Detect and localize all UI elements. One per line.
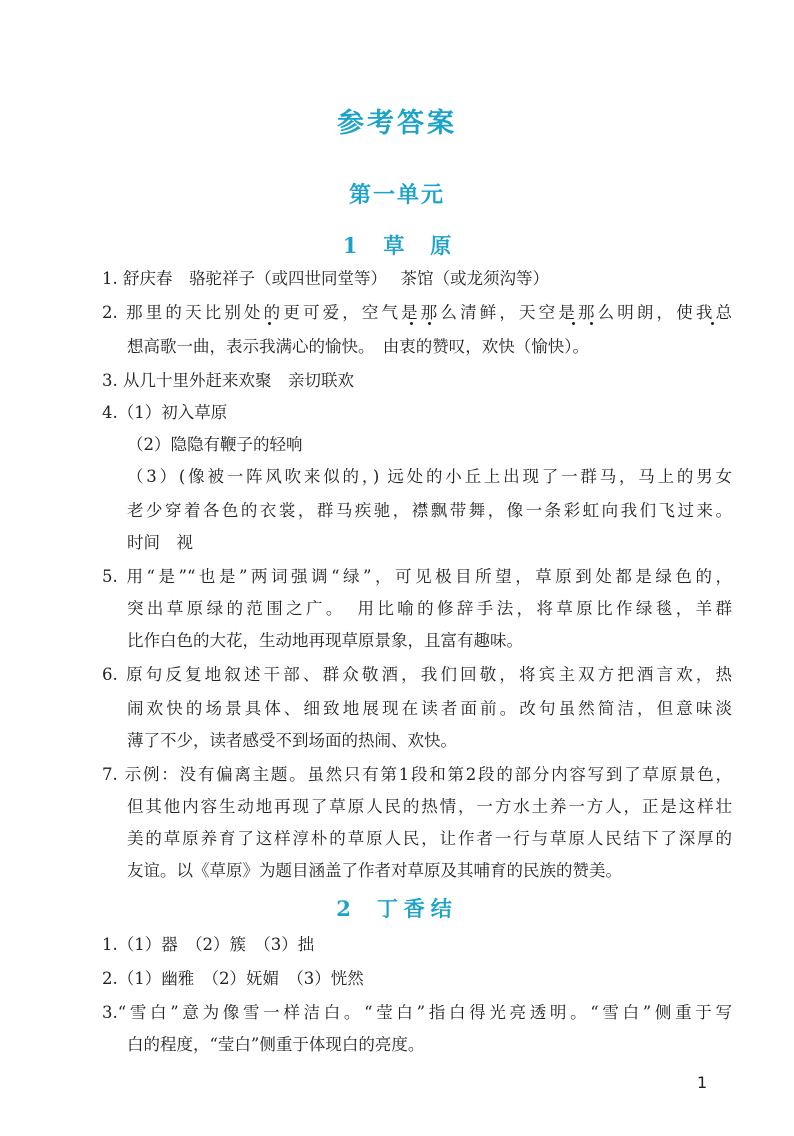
lesson-heading	[0, 230, 794, 260]
lesson-heading	[0, 893, 794, 923]
answer-line: （2）隐隐有鞭子的轻响	[127, 435, 303, 454]
unit-title: 第一单元	[348, 183, 445, 208]
answer-line: 白的程度，“莹白”侧重于体现白的亮度。	[127, 1035, 425, 1054]
answer-line: 3. 从几十里外赶来欢聚 亲切联欢	[102, 371, 354, 390]
answer-line: 4.（1）初入草原	[102, 403, 228, 422]
answer-line: 1. 舒庆春 骆驼祥子（或四世同堂等） 茶馆（或龙须沟等）	[102, 269, 549, 288]
emphasis-dot	[268, 322, 271, 325]
answer-line: 2. 那里的天比别处的更可爱，空气是那么清鲜，天空是那么明朗，使我总	[102, 303, 732, 322]
answer-line: 老少穿着各色的衣裳，群马疾驰，襟飘带舞，像一条彩虹向我们飞过来。	[127, 501, 732, 520]
answer-line: 7. 示例：没有偏离主题。虽然只有第1段和第2段的部分内容写到了草原景色，	[102, 765, 732, 784]
answer-line: 但其他内容生动地再现了草原人民的热情，一方水土养一方人，正是这样壮	[127, 797, 732, 816]
answer-line: 友谊。以《草原》为题目涵盖了作者对草原及其哺育的民族的赞美。	[127, 861, 622, 880]
answer-line: 时间 视	[127, 533, 193, 552]
lesson-name: 丁香结	[376, 896, 458, 921]
answer-line: 6. 原句反复地叙述干部、群众敬酒，我们回敬，将宾主双方把酒言欢，热	[102, 665, 732, 684]
answer-line: 突出草原绿的范围之广。 用比喻的修辞手法，将草原比作绿毯，羊群	[127, 599, 732, 618]
answer-line: 5. 用“是”“也是”两词强调“绿”，可见极目所望，草原到处都是绿色的，	[102, 567, 732, 586]
emphasis-dot	[428, 322, 431, 325]
answer-line: 美的草原养育了这样淳朴的草原人民，让作者一行与草原人民结下了深厚的	[127, 829, 732, 848]
answer-line: 闹欢快的场景具体、细致地展现在读者面前。改句虽然简洁，但意味淡	[127, 699, 732, 718]
answer-line: 薄了不少，读者感受不到场面的热闹、欢快。	[127, 731, 457, 750]
page-number: 1	[697, 1073, 708, 1092]
lesson-name: 草原	[383, 233, 478, 258]
emphasis-dot	[590, 322, 593, 325]
answer-line: 想高歌一曲，表示我满心的愉快。 由衷的赞叹，欢快（愉快）。	[127, 337, 589, 356]
answer-line: 1.（1）器 （2）簇 （3）拙	[102, 935, 315, 954]
answer-line: 3.“雪白”意为像雪一样洁白。“莹白”指白得光亮透明。“雪白”侧重于写	[102, 1003, 732, 1022]
emphasis-dot	[572, 322, 575, 325]
answer-line: （3）(像被一阵风吹来似的，) 远处的小丘上出现了一群马，马上的男女	[127, 467, 732, 486]
emphasis-dot	[410, 322, 413, 325]
page-title: 参考答案	[337, 108, 457, 139]
emphasis-dot	[711, 322, 714, 325]
lesson-number: 2	[336, 896, 351, 921]
lesson-number: 1	[342, 233, 358, 258]
answer-line: 2.（1）幽雅 （2）妩媚 （3）恍然	[102, 969, 364, 988]
answer-line: 比作白色的大花，生动地再现草原景象，且富有趣味。	[127, 631, 523, 650]
